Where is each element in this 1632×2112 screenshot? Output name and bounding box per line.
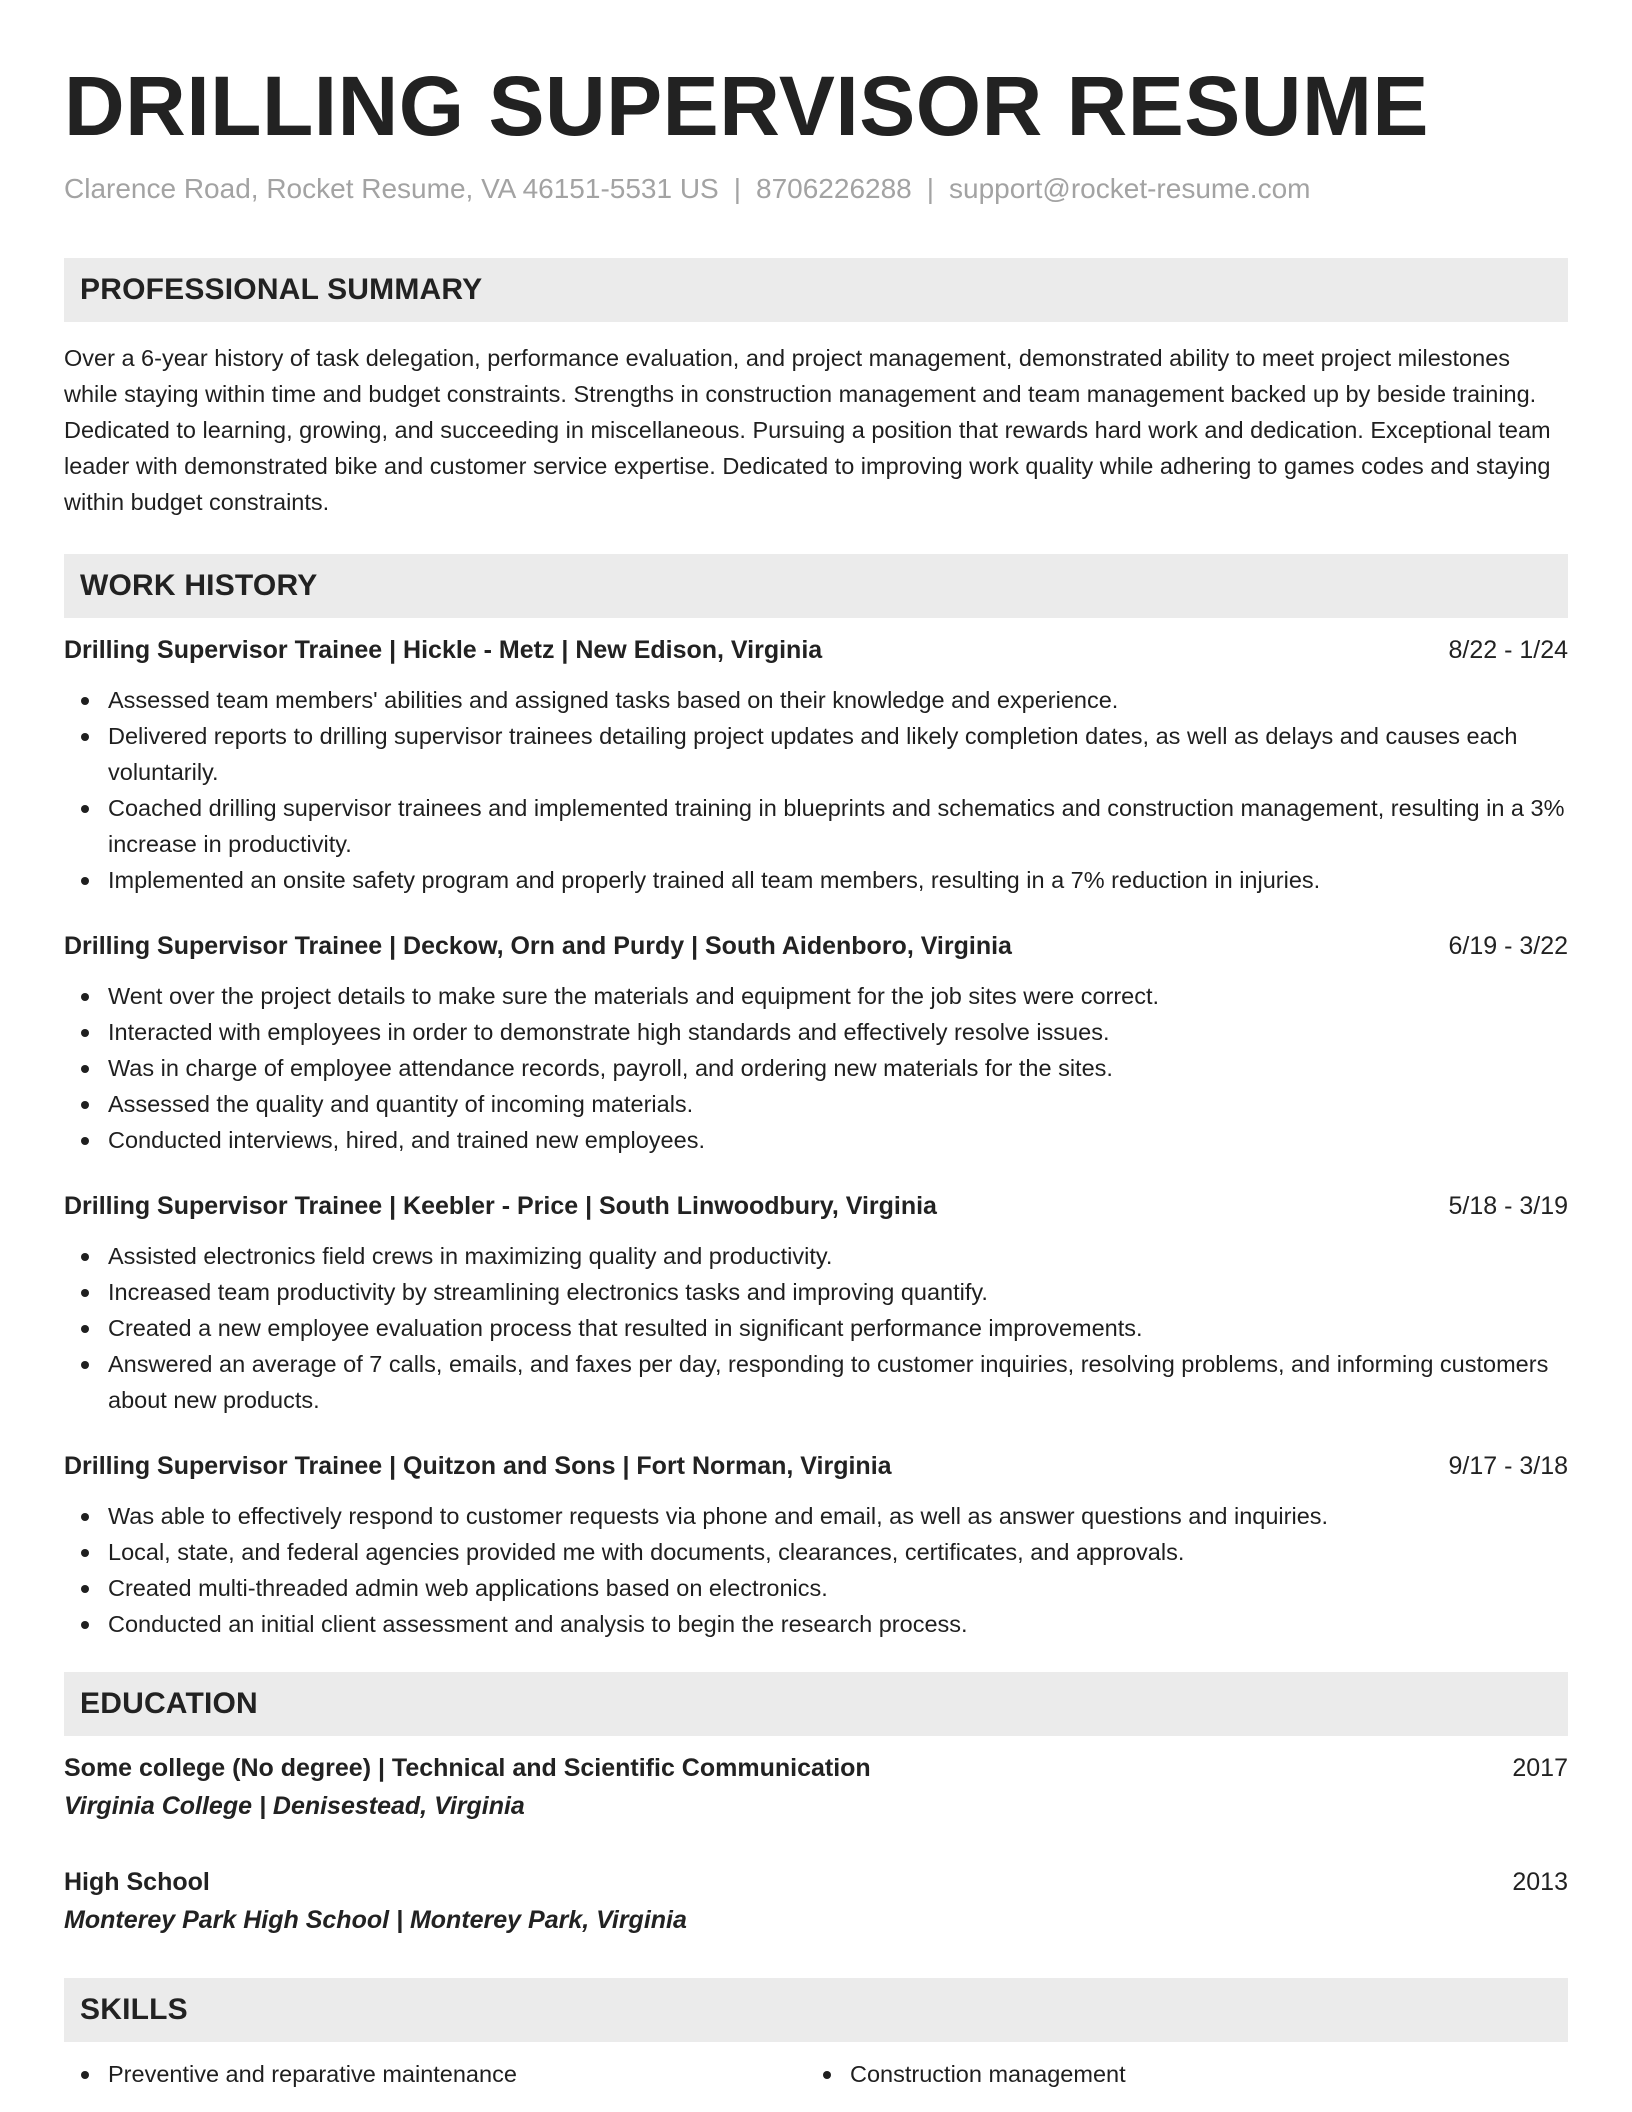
job-header: [64, 928, 1568, 964]
education-heading: EDUCATION: [80, 1687, 258, 1720]
summary-heading: PROFESSIONAL SUMMARY: [80, 273, 483, 306]
job-header: [64, 632, 1568, 668]
education-school: Monterey Park High School | Monterey Park, Virginia: [64, 1906, 687, 1934]
skills-heading: SKILLS: [80, 1993, 188, 2026]
job-bullets: [64, 1238, 1568, 1418]
job-bullet: Assessed the quality and quantity of incoming materials.: [64, 1086, 1568, 1122]
resume-page: [64, 0, 1568, 2092]
job-bullet: Implemented an onsite safety program and properly trained all team members, resulting in a 7% reduction in injuries.: [64, 862, 1568, 898]
job-bullet: Local, state, and federal agencies provided me with documents, clearances, certificates, and approvals.: [64, 1534, 1568, 1570]
job-bullet: Was in charge of employee attendance records, payroll, and ordering new materials for the sites.: [64, 1050, 1568, 1086]
contact-address: Clarence Road, Rocket Resume, VA 46151-5531 US: [64, 173, 719, 204]
job-dates: 9/17 - 3/18: [1448, 1452, 1568, 1480]
job-entry: [64, 1188, 1568, 1418]
job-bullet: Coached drilling supervisor trainees and implemented training in blueprints and schematics and construction management, resulting in a 3% increase in productivity.: [64, 790, 1568, 862]
education-year: 2017: [1512, 1754, 1568, 1782]
education-section-header: [64, 1672, 1568, 1736]
job-title: Drilling Supervisor Trainee | Quitzon and Sons | Fort Norman, Virginia: [64, 1452, 892, 1480]
education-entry: [64, 1750, 1568, 1824]
job-bullet: Interacted with employees in order to demonstrate high standards and effectively resolve issues.: [64, 1014, 1568, 1050]
resume-title: DRILLING SUPERVISOR RESUME: [64, 59, 1429, 153]
job-bullet: Increased team productivity by streamlining electronics tasks and improving quantify.: [64, 1274, 1568, 1310]
education-header: [64, 1750, 1568, 1786]
job-bullet: Delivered reports to drilling supervisor trainees detailing project updates and likely completion dates, as well as delays and causes each voluntarily.: [64, 718, 1568, 790]
education-degree: High School: [64, 1868, 210, 1896]
job-dates: 8/22 - 1/24: [1448, 636, 1568, 664]
job-header: [64, 1448, 1568, 1484]
job-bullet: Conducted interviews, hired, and trained new employees.: [64, 1122, 1568, 1158]
job-dates: 6/19 - 3/22: [1448, 932, 1568, 960]
skills-column-left: [64, 2056, 806, 2092]
job-bullets: [64, 978, 1568, 1158]
job-bullet: Was able to effectively respond to customer requests via phone and email, as well as answer questions and inquiries.: [64, 1498, 1568, 1534]
job-bullet: Created multi-threaded admin web applications based on electronics.: [64, 1570, 1568, 1606]
skills-list: [806, 2056, 1548, 2092]
job-bullet: Assisted electronics field crews in maximizing quality and productivity.: [64, 1238, 1568, 1274]
skills-grid: [64, 2056, 1568, 2092]
summary-text: Over a 6-year history of task delegation, performance evaluation, and project management, demonstrated ability to meet project milestones while staying within time and budget constraints. Strengths in construction management and team management backed up by beside training. Dedicated to learning, growing, and succeeding in miscellaneous. Pursuing a position that rewards hard work and dedication. Exceptional team leader with demonstrated bike and customer service expertise. Dedicated to improving work quality while adhering to games codes and staying within budget constraints.: [64, 345, 1551, 515]
job-entry: [64, 928, 1568, 1158]
education-entry: [64, 1864, 1568, 1938]
contact-email: support@rocket-resume.com: [949, 173, 1311, 204]
education-header: [64, 1864, 1568, 1900]
skill-item: Construction management: [806, 2056, 1548, 2092]
contact-phone: 8706226288: [756, 173, 912, 204]
job-header: [64, 1188, 1568, 1224]
skills-section-header: [64, 1978, 1568, 2042]
job-title: Drilling Supervisor Trainee | Deckow, Orn and Purdy | South Aidenboro, Virginia: [64, 932, 1012, 960]
skills-list: [64, 2056, 806, 2092]
job-title: Drilling Supervisor Trainee | Keebler - Price | South Linwoodbury, Virginia: [64, 1192, 937, 1220]
job-bullets: [64, 1498, 1568, 1642]
job-dates: 5/18 - 3/19: [1448, 1192, 1568, 1220]
skills-column-right: [806, 2056, 1548, 2092]
skill-item: Preventive and reparative maintenance: [64, 2056, 806, 2092]
education-year: 2013: [1512, 1868, 1568, 1896]
contact-separator: |: [733, 173, 742, 204]
job-bullet: Answered an average of 7 calls, emails, and faxes per day, responding to customer inquiries, resolving problems, and informing customers about new products.: [64, 1346, 1568, 1418]
job-bullets: [64, 682, 1568, 898]
education-degree: Some college (No degree) | Technical and Scientific Communication: [64, 1754, 871, 1782]
contact-separator: |: [926, 173, 935, 204]
job-title: Drilling Supervisor Trainee | Hickle - Metz | New Edison, Virginia: [64, 636, 823, 664]
summary-section-header: [64, 258, 1568, 322]
job-bullet: Conducted an initial client assessment and analysis to begin the research process.: [64, 1606, 1568, 1642]
education-school: Virginia College | Denisestead, Virginia: [64, 1792, 525, 1820]
job-bullet: Created a new employee evaluation process that resulted in significant performance improvements.: [64, 1310, 1568, 1346]
work-history-heading: WORK HISTORY: [80, 569, 318, 602]
contact-line: [64, 172, 1568, 206]
job-bullet: Assessed team members' abilities and assigned tasks based on their knowledge and experience.: [64, 682, 1568, 718]
job-entry: [64, 1448, 1568, 1642]
job-bullet: Went over the project details to make sure the materials and equipment for the job sites were correct.: [64, 978, 1568, 1014]
job-entry: [64, 632, 1568, 898]
work-history-section-header: [64, 554, 1568, 618]
